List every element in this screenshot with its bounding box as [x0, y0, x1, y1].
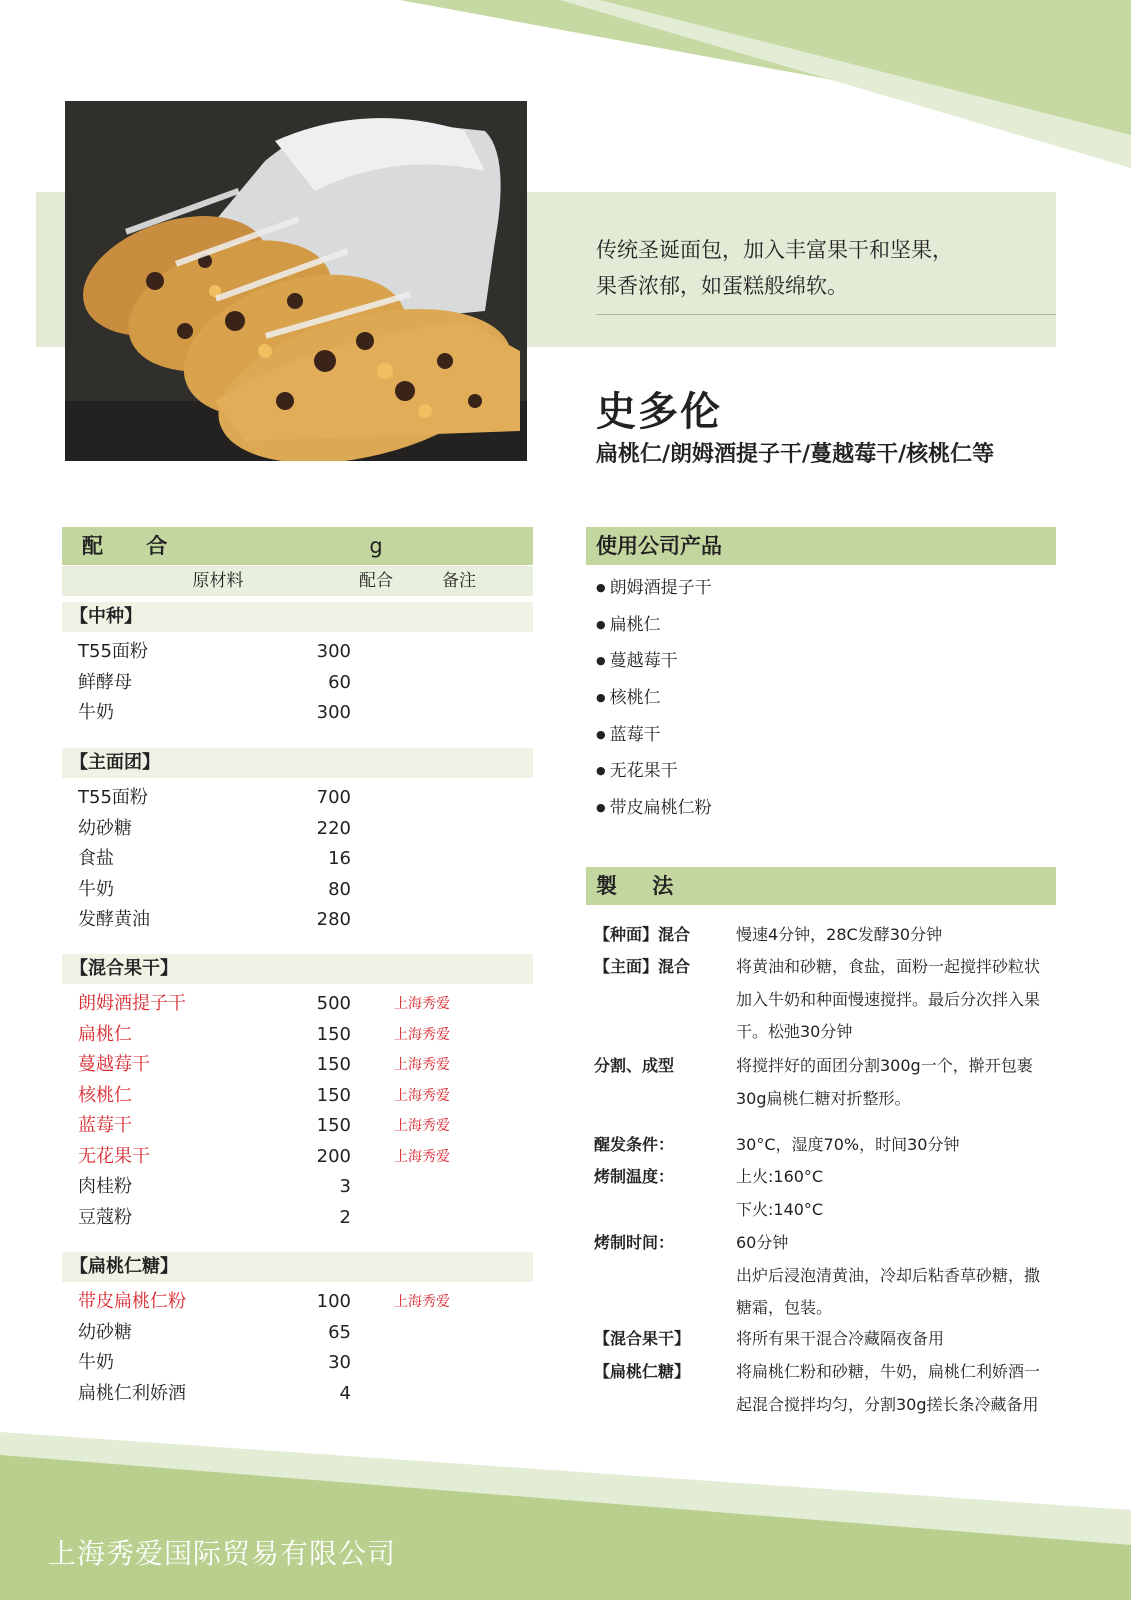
- recipe-group-sponge: [62, 602, 533, 729]
- recipe-group-almond-paste: [62, 1252, 533, 1409]
- recipe-group-main-dough: [62, 748, 533, 936]
- product-item: ● 扁桃仁: [596, 607, 712, 644]
- ingredient-name: 鲜酵母: [78, 671, 132, 693]
- ingredient-row: [62, 1050, 533, 1081]
- method-step-label: 烤制温度：: [594, 1167, 675, 1186]
- ingredient-name: 带皮扁桃仁粉: [78, 1291, 186, 1312]
- products-list: [596, 570, 712, 827]
- ingredient-name: T55面粉: [78, 787, 148, 808]
- method-step-line: 30°C，湿度70%，时间30分钟: [736, 1135, 960, 1154]
- method-step-line: 糖霜，包装。: [736, 1298, 833, 1317]
- ingredient-amount: 65: [328, 1321, 351, 1343]
- ingredient-name: 幼砂糖: [78, 817, 132, 839]
- method-step-label: 【种面】混合: [594, 925, 691, 944]
- ingredient-row: [62, 783, 533, 814]
- group-title: 【混合果干】: [62, 954, 533, 984]
- ingredient-note: 上海秀爱: [394, 1148, 450, 1165]
- ingredient-row: [62, 905, 533, 936]
- ingredient-amount: 280: [316, 909, 351, 930]
- ingredient-name: 发酵黄油: [78, 909, 150, 930]
- ingredient-amount: 150: [316, 1023, 351, 1045]
- product-item: ● 无花果干: [596, 753, 712, 790]
- ingredient-note: 上海秀爱: [394, 1118, 450, 1134]
- ingredient-row: [62, 637, 533, 668]
- method-step-line: 慢速4分钟，28C发酵30分钟: [736, 925, 943, 944]
- ingredient-name: 无花果干: [78, 1145, 150, 1167]
- ingredient-name: 肉桂粉: [78, 1176, 132, 1197]
- ingredient-name: T55面粉: [78, 641, 148, 662]
- tagline-line: 果香浓郁，如蛋糕般绵软。: [596, 274, 848, 298]
- ingredient-amount: 150: [316, 1115, 351, 1136]
- ingredient-row: [62, 1172, 533, 1203]
- ingredient-row: [62, 1020, 533, 1051]
- method-step-line: 起混合搅拌均匀，分割30g搓长条冷藏备用: [736, 1394, 1039, 1414]
- method-header: [586, 867, 1056, 905]
- method-step-label: 【主面】混合: [594, 957, 691, 976]
- ingredient-amount: 60: [328, 671, 351, 693]
- product-item: ● 带皮扁桃仁粉: [596, 790, 712, 827]
- products-header: [586, 527, 1056, 565]
- ingredient-row: [62, 1203, 533, 1234]
- ingredient-row: [62, 1142, 533, 1173]
- product-name: 史多伦: [596, 389, 722, 435]
- tagline-divider: [596, 314, 1056, 315]
- ingredient-note: 上海秀爱: [394, 1026, 450, 1043]
- product-item: ● 蓝莓干: [596, 717, 712, 754]
- ingredient-amount: 150: [316, 1054, 351, 1075]
- method-step-label: 【混合果干】: [594, 1329, 691, 1348]
- recipe-unit: g: [369, 534, 383, 558]
- stollen-photo-illustration: [65, 101, 527, 461]
- ingredient-amount: 4: [339, 1382, 351, 1404]
- column-note: 备注: [442, 571, 476, 591]
- ingredient-amount: 100: [316, 1291, 351, 1312]
- ingredient-name: 豆蔻粉: [78, 1206, 132, 1228]
- ingredient-name: 蓝莓干: [78, 1115, 132, 1136]
- ingredient-amount: 300: [316, 641, 351, 662]
- method-step-label: 分割、成型: [594, 1056, 675, 1075]
- column-amount: 配合: [359, 571, 393, 591]
- ingredient-name: 幼砂糖: [78, 1321, 132, 1343]
- ingredient-name: 食盐: [78, 848, 114, 869]
- ingredient-row: [62, 814, 533, 845]
- product-item: ● 核桃仁: [596, 680, 712, 717]
- method-step-line: 30g扁桃仁糖对折整形。: [736, 1088, 911, 1108]
- ingredient-name: 扁桃仁利娇酒: [78, 1382, 186, 1404]
- method-step-label: 醒发条件：: [594, 1135, 675, 1154]
- stollen-bread-photo: [65, 101, 527, 461]
- ingredient-row: [62, 698, 533, 729]
- method-title: 製 法: [596, 874, 688, 898]
- ingredient-note: 上海秀爱: [394, 1087, 450, 1104]
- group-title: 【扁桃仁糖】: [62, 1252, 533, 1282]
- ingredient-name: 蔓越莓干: [78, 1054, 150, 1075]
- group-title: 【主面团】: [62, 748, 533, 778]
- product-tagline: [596, 232, 1046, 304]
- ingredient-row: [62, 1348, 533, 1379]
- ingredient-name: 牛奶: [78, 702, 114, 723]
- method-step-label: 【扁桃仁糖】: [594, 1362, 691, 1381]
- recipe-column-headers: [62, 566, 533, 596]
- method-step-line: 出炉后浸泡清黄油，冷却后粘香草砂糖，撒: [736, 1265, 1041, 1285]
- ingredient-amount: 220: [316, 817, 351, 839]
- ingredient-amount: 30: [328, 1352, 351, 1373]
- ingredient-name: 扁桃仁: [78, 1023, 132, 1045]
- ingredient-amount: 16: [328, 848, 351, 869]
- ingredient-name: 牛奶: [78, 1352, 114, 1373]
- ingredient-amount: 300: [316, 702, 351, 723]
- ingredient-row: [62, 1111, 533, 1142]
- tagline-line: 传统圣诞面包，加入丰富果干和坚果，: [596, 238, 953, 262]
- ingredient-amount: 2: [339, 1206, 351, 1228]
- method-step-line: 上火:160°C: [736, 1167, 824, 1186]
- method-step-label: 烤制时间：: [594, 1233, 675, 1252]
- ingredient-row: [62, 1318, 533, 1349]
- products-title: 使用公司产品: [596, 534, 722, 558]
- method-step-line: 将扁桃仁粉和砂糖，牛奶，扁桃仁利娇酒一: [736, 1362, 1041, 1381]
- product-item: ● 蔓越莓干: [596, 643, 712, 680]
- method-step-line: 加入牛奶和种面慢速搅拌。最后分次拌入果: [736, 989, 1041, 1009]
- product-item: ● 朗姆酒提子干: [596, 570, 712, 607]
- ingredient-row: [62, 668, 533, 699]
- ingredient-amount: 150: [316, 1084, 351, 1106]
- method-step-line: 下火:140°C: [736, 1199, 824, 1219]
- ingredient-name: 朗姆酒提子干: [78, 993, 186, 1014]
- ingredient-amount: 200: [316, 1145, 351, 1167]
- ingredient-note: 上海秀爱: [394, 996, 450, 1012]
- method-step-line: 将黄油和砂糖，食盐，面粉一起搅拌砂粒状: [736, 957, 1041, 976]
- method-step-line: 60分钟: [736, 1233, 789, 1252]
- method-step-line: 将搅拌好的面团分割300g一个，擀开包裹: [736, 1056, 1033, 1075]
- column-ingredient: 原材料: [192, 571, 244, 591]
- ingredient-amount: 500: [316, 993, 351, 1014]
- recipe-title: 配 合: [82, 534, 186, 558]
- recipe-group-mixed-fruit: [62, 954, 533, 1233]
- ingredient-name: 牛奶: [78, 878, 114, 900]
- method-step-line: 干。松弛30分钟: [736, 1022, 853, 1041]
- recipe-header: [62, 527, 533, 565]
- group-title: 【中种】: [62, 602, 533, 632]
- ingredient-note: 上海秀爱: [394, 1294, 450, 1310]
- ingredient-note: 上海秀爱: [394, 1057, 450, 1073]
- ingredient-row: [62, 1081, 533, 1112]
- ingredient-amount: 3: [339, 1176, 351, 1197]
- method-step-line: 将所有果干混合冷藏隔夜备用: [736, 1329, 945, 1348]
- ingredient-row: [62, 844, 533, 875]
- ingredient-name: 核桃仁: [78, 1084, 132, 1106]
- company-name: 上海秀爱国际贸易有限公司: [48, 1537, 397, 1570]
- product-subtitle: 扁桃仁/朗姆酒提子干/蔓越莓干/核桃仁等: [596, 442, 995, 467]
- ingredient-amount: 80: [328, 878, 351, 900]
- ingredient-row: [62, 875, 533, 906]
- ingredient-row: [62, 1379, 533, 1410]
- ingredient-row: [62, 1287, 533, 1318]
- ingredient-row: [62, 989, 533, 1020]
- ingredient-amount: 700: [316, 787, 351, 808]
